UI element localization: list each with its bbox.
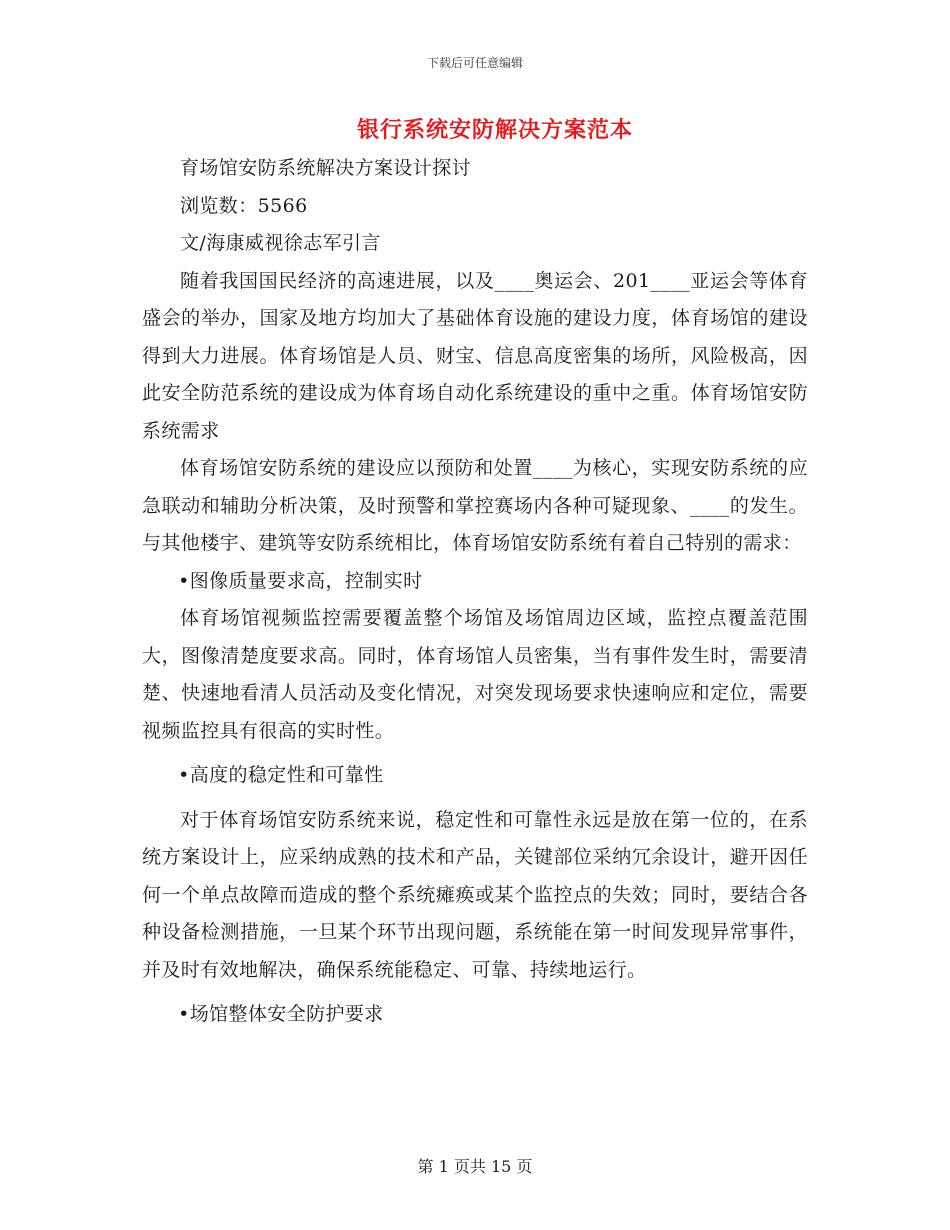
document-body <box>142 150 808 1034</box>
paragraph-author: 文/海康威视徐志军引言 <box>180 232 381 254</box>
page-number: 第 1 页共 15 页 <box>417 1157 533 1176</box>
paragraph-image-quality: 体育场馆视频监控需要覆盖整个场馆及场馆周边区域，监控点覆盖范围大，图像清楚度要求高。同时，体育场馆人员密集，当有事件发生时，需要清楚、快速地看清人员活动及变化情况，对突发现场要求快速响应和定位，需要视频监控具有很高的实时性。 <box>142 607 808 742</box>
paragraph-subtitle: 育场馆安防系统解决方案设计探讨 <box>180 157 472 179</box>
document-title: 银行系统安防解决方案范本 <box>356 117 633 143</box>
paragraph-requirements: 体育场馆安防系统的建设应以预防和处置____为核心，实现安防系统的应急联动和辅助分析决策，及时预警和掌控赛场内各种可疑现象、____的发生。与其他楼宇、建筑等安防系统相比，体育场馆安防系统有着自己特别的需求： <box>142 457 808 554</box>
paragraph-view-count: 浏览数：5566 <box>180 194 308 217</box>
bullet-image-quality: •图像质量要求高，控制实时 <box>178 569 423 592</box>
paragraph-intro: 随着我国国民经济的高速进展，以及____奥运会、201____亚运会等体育盛会的举办，国家及地方均加大了基础体育设施的建设力度，体育场馆的建设得到大力进展。体育场馆是人员、财宝、信息高度密集的场所，风险极高，因此安全防范系统的建设成为体育场自动化系统建设的重中之重。体育场馆安防系统需求 <box>142 269 808 442</box>
bullet-overall-security: •场馆整体安全防护要求 <box>178 1003 384 1025</box>
bullet-stability: •高度的稳定性和可靠性 <box>178 764 384 786</box>
page-header-note: 下载后可任意编辑 <box>426 56 523 70</box>
paragraph-stability: 对于体育场馆安防系统来说，稳定性和可靠性永远是放在第一位的，在系统方案设计上，应采纳成熟的技术和产品，关键部位采纳冗余设计，避开因任何一个单点故障而造成的整个系统瘫痪或某个监控点的失效；同时，要结合各种设备检测措施，一旦某个环节出现问题，系统能在第一时间发现异常事件，并及时有效地解决，确保系统能稳定、可靠、持续地运行。 <box>142 808 808 981</box>
